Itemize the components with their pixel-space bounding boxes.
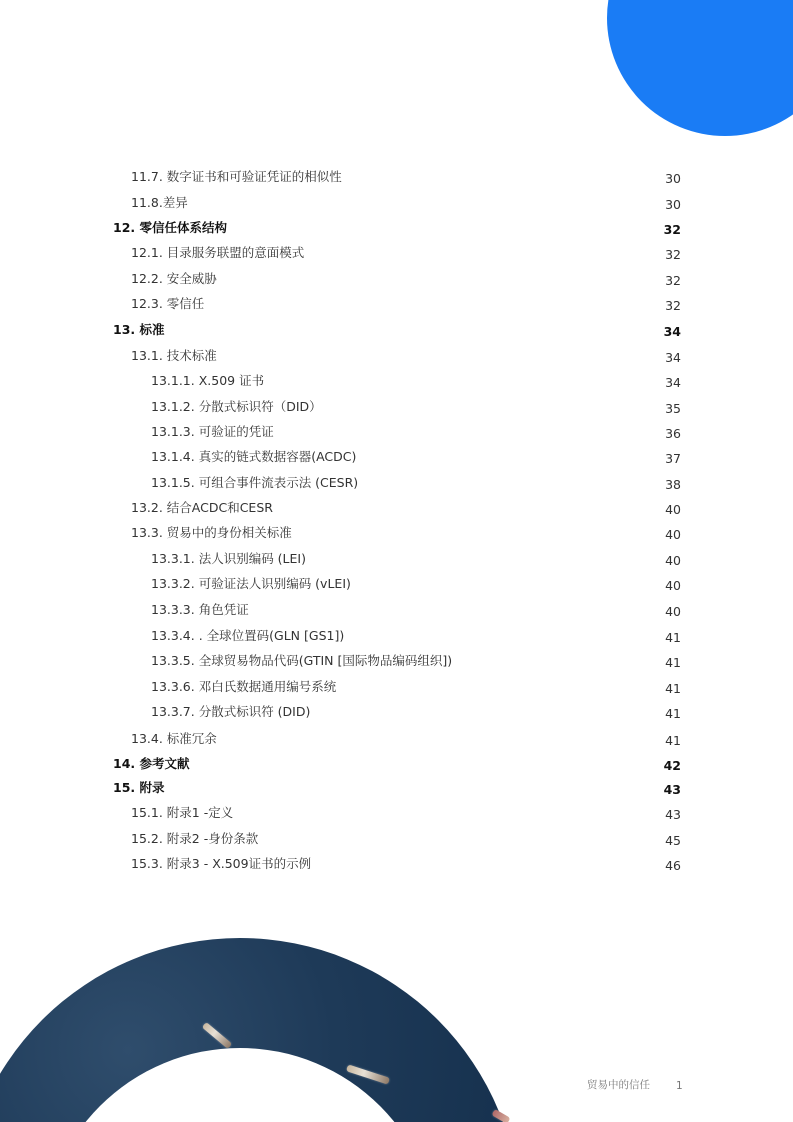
decorative-blue-circle xyxy=(607,0,793,136)
toc-entry-label: 15. 附录 xyxy=(113,780,165,795)
toc-entry-label: 13.1.3. 可验证的凭证 xyxy=(151,424,274,439)
decorative-satellite-ring xyxy=(0,938,520,1122)
toc-entry-page: 40 xyxy=(665,553,681,568)
toc-entry-page: 34 xyxy=(665,375,681,390)
toc-entry-page: 32 xyxy=(665,298,681,313)
toc-entry-label: 14. 参考文献 xyxy=(113,756,190,771)
toc-entry-label: 12.2. 安全威胁 xyxy=(131,271,217,286)
toc-entry-label: 15.3. 附录3 - X.509证书的示例 xyxy=(131,856,312,871)
toc-entry-label: 13.1.4. 真实的链式数据容器(ACDC) xyxy=(151,449,357,464)
toc-entry-page: 41 xyxy=(665,630,681,645)
toc-entry[interactable] xyxy=(0,828,793,850)
toc-entry[interactable] xyxy=(0,370,793,392)
toc-entry-label: 13.1.2. 分散式标识符（DID） xyxy=(151,399,322,414)
toc-entry[interactable] xyxy=(0,753,793,775)
toc-entry-label: 13.1.5. 可组合事件流表示法 (CESR) xyxy=(151,475,359,490)
toc-entry-page: 41 xyxy=(665,733,681,748)
toc-entry-label: 13.3.7. 分散式标识符 (DID) xyxy=(151,704,311,719)
toc-entry-label: 12.1. 目录服务联盟的意面模式 xyxy=(131,245,305,260)
toc-entry-page: 34 xyxy=(665,350,681,365)
toc-entry-page: 34 xyxy=(663,324,681,339)
toc-entry[interactable] xyxy=(0,293,793,315)
toc-entry-page: 37 xyxy=(665,451,681,466)
toc-entry[interactable] xyxy=(0,242,793,264)
ship-image xyxy=(491,1109,510,1122)
toc-entry-page: 42 xyxy=(663,758,681,773)
toc-entry[interactable] xyxy=(0,802,793,824)
toc-entry[interactable] xyxy=(0,728,793,750)
ring-hole xyxy=(42,1048,438,1122)
toc-entry-page: 30 xyxy=(665,197,681,212)
toc-entry-page: 41 xyxy=(665,681,681,696)
toc-entry[interactable] xyxy=(0,853,793,875)
footer-title: 贸易中的信任 xyxy=(587,1079,650,1091)
toc-entry[interactable] xyxy=(0,421,793,443)
toc-entry-page: 40 xyxy=(665,502,681,517)
toc-entry-page: 38 xyxy=(665,477,681,492)
toc-entry-label: 13.3.1. 法人识别编码 (LEI) xyxy=(151,551,306,566)
toc-entry-label: 13.3.2. 可验证法人识别编码 (vLEI) xyxy=(151,576,351,591)
toc-entry-label: 13.3.5. 全球贸易物品代码(GTIN [国际物品编码组织]) xyxy=(151,653,453,668)
toc-entry[interactable] xyxy=(0,522,793,544)
toc-entry[interactable] xyxy=(0,701,793,723)
toc-entry-page: 35 xyxy=(665,401,681,416)
toc-entry[interactable] xyxy=(0,192,793,214)
toc-entry-page: 43 xyxy=(665,807,681,822)
toc-entry-page: 40 xyxy=(665,578,681,593)
toc-entry-label: 15.1. 附录1 -定义 xyxy=(131,805,234,820)
toc-entry-label: 12. 零信任体系结构 xyxy=(113,220,227,235)
toc-entry[interactable] xyxy=(0,396,793,418)
toc-entry-page: 32 xyxy=(665,273,681,288)
toc-entry[interactable] xyxy=(0,676,793,698)
toc-entry-page: 36 xyxy=(665,426,681,441)
toc-entry-page: 41 xyxy=(665,706,681,721)
toc-entry-label: 13.4. 标准冗余 xyxy=(131,731,217,746)
toc-entry-page: 30 xyxy=(665,171,681,186)
footer-page-number: 1 xyxy=(676,1080,683,1092)
toc-entry[interactable] xyxy=(0,446,793,468)
toc-entry-page: 40 xyxy=(665,527,681,542)
toc-entry-label: 13. 标准 xyxy=(113,322,165,337)
toc-entry[interactable] xyxy=(0,650,793,672)
toc-entry[interactable] xyxy=(0,599,793,621)
toc-entry-page: 46 xyxy=(665,858,681,873)
toc-entry[interactable] xyxy=(0,497,793,519)
toc-entry-label: 13.3. 贸易中的身份相关标准 xyxy=(131,525,292,540)
toc-entry-label: 11.8.差异 xyxy=(131,195,188,210)
toc-entry[interactable] xyxy=(0,573,793,595)
toc-entry-label: 13.2. 结合ACDC和CESR xyxy=(131,500,273,515)
ring-image xyxy=(0,938,520,1122)
toc-entry[interactable] xyxy=(0,777,793,799)
toc-entry[interactable] xyxy=(0,345,793,367)
toc-entry-page: 32 xyxy=(665,247,681,262)
toc-entry-label: 13.3.3. 角色凭证 xyxy=(151,602,249,617)
toc-entry[interactable] xyxy=(0,625,793,647)
toc-entry[interactable] xyxy=(0,268,793,290)
toc-entry[interactable] xyxy=(0,319,793,341)
toc-entry-label: 13.3.4. . 全球位置码(GLN [GS1]) xyxy=(151,628,345,643)
toc-entry[interactable] xyxy=(0,548,793,570)
toc-entry[interactable] xyxy=(0,217,793,239)
ship-image xyxy=(346,1064,390,1084)
toc-entry-label: 11.7. 数字证书和可验证凭证的相似性 xyxy=(131,169,342,184)
toc-entry-page: 41 xyxy=(665,655,681,670)
toc-entry-label: 12.3. 零信任 xyxy=(131,296,205,311)
toc-entry-page: 32 xyxy=(663,222,681,237)
toc-entry-label: 13.1.1. X.509 证书 xyxy=(151,373,265,388)
toc-entry-label: 13.3.6. 邓白氏数据通用编号系统 xyxy=(151,679,337,694)
toc-entry-label: 13.1. 技术标准 xyxy=(131,348,217,363)
toc-entry-page: 40 xyxy=(665,604,681,619)
toc-entry[interactable] xyxy=(0,472,793,494)
toc-entry-page: 45 xyxy=(665,833,681,848)
toc-entry-page: 43 xyxy=(663,782,681,797)
toc-entry-label: 15.2. 附录2 -身份条款 xyxy=(131,831,259,846)
ship-image xyxy=(202,1022,233,1049)
toc-entry[interactable] xyxy=(0,166,793,188)
